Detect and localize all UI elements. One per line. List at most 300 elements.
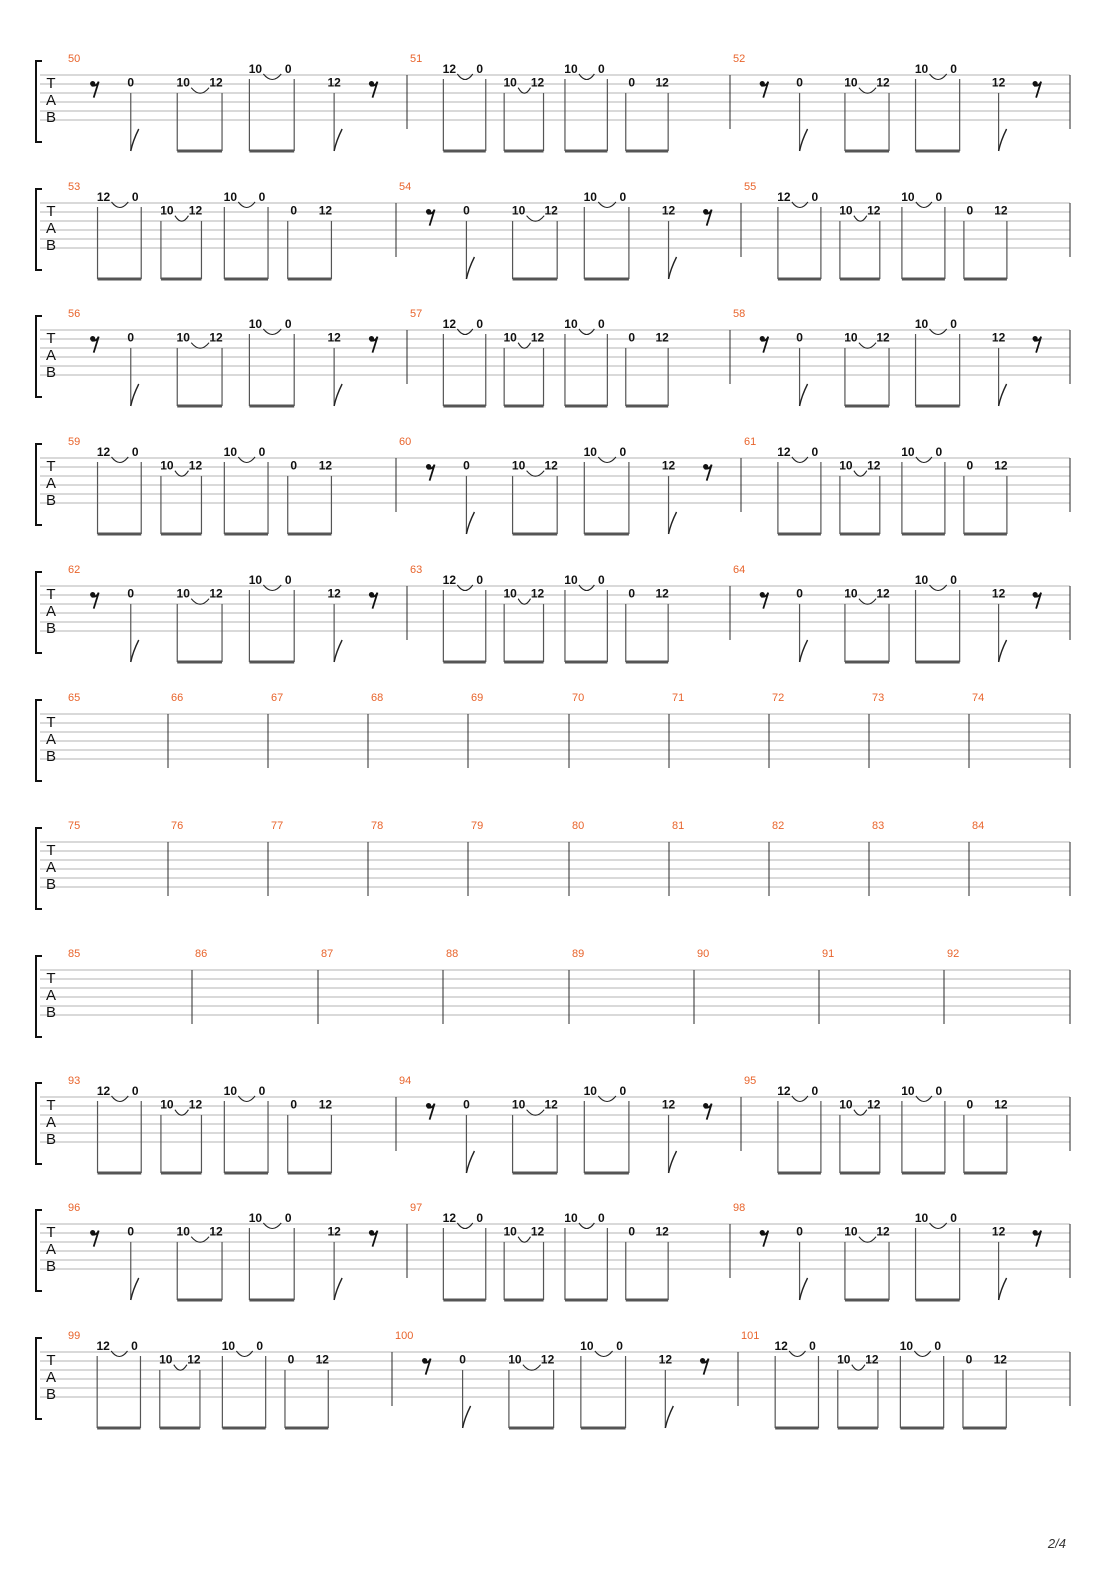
tab-system — [36, 948, 1070, 1037]
measure-number: 99 — [68, 1330, 81, 1342]
measure — [171, 692, 183, 704]
measure-number: 63 — [410, 564, 423, 576]
measure-number: 66 — [171, 692, 184, 704]
tab-clef-letter: B — [45, 237, 57, 254]
fret-number: 0 — [811, 445, 819, 459]
fret-number: 12 — [867, 203, 881, 218]
slur — [518, 343, 530, 349]
measure-number: 56 — [68, 308, 81, 320]
fret-number: 0 — [628, 1224, 636, 1239]
tab-clef-letter: B — [45, 1258, 57, 1275]
fret-number: 12 — [655, 75, 669, 90]
fret-number: 10 — [564, 1211, 578, 1225]
measure-number: 76 — [171, 820, 184, 832]
fret-number: 10 — [248, 1211, 263, 1225]
slur — [518, 599, 530, 605]
slur — [523, 1365, 541, 1371]
fret-number: 12 — [876, 1224, 890, 1239]
measure — [672, 692, 684, 704]
measure-number: 97 — [410, 1202, 423, 1214]
slur — [175, 216, 189, 222]
fret-number: 0 — [966, 203, 974, 218]
measure — [371, 692, 383, 704]
tab-clef-letter: B — [45, 620, 57, 637]
fret-number: 10 — [580, 1339, 594, 1353]
eighth-rest — [90, 81, 99, 98]
fret-number: 10 — [160, 1097, 174, 1112]
fret-number: 12 — [209, 75, 223, 90]
measure-number: 82 — [772, 820, 785, 832]
measure-number: 51 — [410, 53, 423, 65]
tab-clef-letter: T — [46, 714, 56, 731]
page-number: 2/4 — [1047, 1536, 1066, 1551]
fret-number: 12 — [777, 1084, 791, 1098]
fret-number: 10 — [583, 190, 597, 204]
note-flag — [131, 129, 139, 151]
measure-number: 86 — [195, 948, 208, 960]
fret-number: 10 — [508, 1352, 522, 1367]
eighth-rest — [426, 209, 435, 226]
fret-number: 10 — [839, 458, 853, 473]
fret-number: 10 — [839, 1097, 853, 1112]
tab-system — [36, 1202, 1070, 1300]
fret-number: 12 — [318, 458, 333, 473]
eighth-rest — [1033, 336, 1042, 353]
measure-number: 60 — [399, 436, 412, 448]
note-flag — [466, 1151, 474, 1173]
fret-number: 0 — [796, 1224, 803, 1239]
eighth-rest — [90, 336, 99, 353]
fret-number: 0 — [284, 1211, 292, 1225]
measure-number: 73 — [872, 692, 885, 704]
fret-number: 0 — [598, 317, 605, 331]
fret-number: 12 — [991, 586, 1006, 601]
fret-number: 12 — [530, 586, 545, 601]
slur — [854, 1110, 867, 1116]
measure-number: 87 — [321, 948, 334, 960]
fret-number: 12 — [530, 1224, 545, 1239]
fret-number: 0 — [966, 458, 974, 473]
measure — [471, 820, 483, 832]
fret-number: 12 — [442, 62, 457, 76]
fret-number: 0 — [284, 573, 292, 587]
measure — [572, 948, 584, 960]
fret-number: 12 — [544, 458, 558, 473]
tab-clef-letter: T — [46, 1224, 56, 1241]
measure-number: 83 — [872, 820, 885, 832]
measure — [271, 692, 283, 704]
note-flag — [334, 129, 342, 151]
fret-number: 12 — [655, 1224, 669, 1239]
measure-number: 95 — [744, 1075, 757, 1087]
fret-number: 12 — [876, 75, 890, 90]
tab-clef-letter: A — [45, 1114, 57, 1131]
measure — [697, 948, 709, 960]
tab-clef-letter: B — [45, 492, 57, 509]
measure-number: 100 — [395, 1330, 414, 1342]
fret-number: 0 — [950, 573, 957, 587]
fret-number: 0 — [935, 190, 943, 204]
tab-clef-letter: B — [45, 364, 57, 381]
measure-number: 96 — [68, 1202, 81, 1214]
measure — [772, 820, 784, 832]
eighth-rest — [90, 1230, 99, 1247]
fret-number: 10 — [503, 75, 517, 90]
fret-number: 12 — [994, 1097, 1008, 1112]
fret-number: 0 — [131, 1084, 139, 1098]
eighth-rest — [760, 1230, 769, 1247]
fret-number: 0 — [628, 586, 636, 601]
fret-number: 0 — [619, 1084, 627, 1098]
fret-number: 12 — [540, 1352, 555, 1367]
slur — [174, 1365, 187, 1371]
measure-number: 61 — [744, 436, 757, 448]
system-bracket — [36, 828, 42, 909]
measure — [972, 820, 984, 832]
tab-system — [36, 564, 1070, 662]
tab-clef-letter: A — [45, 859, 57, 876]
fret-number: 0 — [290, 1097, 298, 1112]
slur — [852, 1365, 865, 1371]
measure — [321, 948, 333, 960]
eighth-rest — [369, 336, 378, 353]
eighth-rest — [426, 464, 435, 481]
measure-number: 65 — [68, 692, 81, 704]
fret-number: 0 — [796, 330, 803, 345]
measure-number: 93 — [68, 1075, 81, 1087]
measure-number: 68 — [371, 692, 384, 704]
fret-number: 12 — [327, 75, 341, 90]
measure — [572, 692, 584, 704]
note-flag — [999, 1278, 1007, 1300]
fret-number: 10 — [844, 75, 858, 90]
fret-number: 0 — [284, 317, 292, 331]
fret-number: 12 — [530, 75, 545, 90]
fret-number: 10 — [248, 573, 263, 587]
fret-number: 0 — [619, 190, 627, 204]
eighth-rest — [369, 81, 378, 98]
slur — [859, 88, 876, 94]
measure — [68, 820, 80, 832]
measure-number: 75 — [68, 820, 81, 832]
fret-number: 10 — [899, 1339, 914, 1353]
fret-number: 10 — [914, 573, 929, 587]
tab-clef-letter: A — [45, 347, 57, 364]
eighth-rest — [703, 464, 712, 481]
system-bracket — [36, 1210, 42, 1291]
fret-number: 0 — [258, 1084, 266, 1098]
fret-number: 12 — [544, 1097, 558, 1112]
measure-number: 53 — [68, 181, 81, 193]
slur — [854, 471, 867, 477]
fret-number: 12 — [96, 1084, 111, 1098]
fret-number: 0 — [256, 1339, 264, 1353]
measure-number: 58 — [733, 308, 746, 320]
fret-number: 12 — [442, 317, 457, 331]
fret-number: 0 — [127, 75, 135, 90]
fret-number: 12 — [661, 203, 676, 218]
measure-number: 81 — [672, 820, 685, 832]
fret-number: 0 — [290, 458, 298, 473]
eighth-rest — [90, 592, 99, 609]
measure-number: 79 — [471, 820, 484, 832]
fret-number: 0 — [463, 458, 470, 473]
fret-number: 10 — [511, 1097, 526, 1112]
fret-number: 10 — [564, 573, 578, 587]
measure-number: 88 — [446, 948, 459, 960]
slur — [527, 216, 545, 222]
fret-number: 10 — [503, 330, 517, 345]
fret-number: 12 — [315, 1352, 329, 1367]
slur — [518, 88, 530, 94]
measure — [195, 948, 207, 960]
measure-number: 59 — [68, 436, 81, 448]
fret-number: 0 — [287, 1352, 295, 1367]
measure-number: 91 — [822, 948, 835, 960]
fret-number: 0 — [476, 573, 484, 587]
slur — [175, 1110, 189, 1116]
slur — [854, 216, 867, 222]
eighth-rest — [1033, 81, 1042, 98]
fret-number: 0 — [284, 62, 292, 76]
fret-number: 10 — [901, 190, 915, 204]
fret-number: 12 — [209, 1224, 223, 1239]
note-flag — [466, 257, 474, 279]
slur — [527, 1110, 545, 1116]
note-flag — [334, 1278, 342, 1300]
system-bracket — [36, 956, 42, 1037]
note-flag — [800, 384, 808, 406]
note-flag — [131, 640, 139, 662]
tab-clef-letter: A — [45, 1369, 57, 1386]
measure-number: 78 — [371, 820, 384, 832]
measure — [872, 820, 884, 832]
fret-number: 0 — [950, 317, 957, 331]
fret-number: 0 — [131, 1339, 138, 1353]
tab-system — [36, 1075, 1070, 1173]
fret-number: 0 — [811, 190, 819, 204]
fret-number: 12 — [991, 330, 1006, 345]
tab-clef-letter: A — [45, 92, 57, 109]
note-flag — [334, 384, 342, 406]
note-flag — [669, 1151, 677, 1173]
measure — [471, 692, 483, 704]
slur — [859, 599, 876, 605]
tab-clef-letter: T — [46, 458, 56, 475]
eighth-rest — [1033, 592, 1042, 609]
system-bracket — [36, 572, 42, 653]
tab-clef-letter: T — [46, 1352, 56, 1369]
fret-number: 12 — [209, 586, 223, 601]
tab-clef-letter: T — [46, 75, 56, 92]
fret-number: 12 — [530, 330, 545, 345]
fret-number: 0 — [628, 75, 636, 90]
measure — [371, 820, 383, 832]
slur — [518, 1237, 530, 1243]
measure-number: 62 — [68, 564, 81, 576]
fret-number: 0 — [796, 75, 803, 90]
measure-number: 80 — [572, 820, 585, 832]
measure — [68, 692, 80, 704]
fret-number: 12 — [96, 445, 111, 459]
eighth-rest — [703, 1103, 712, 1120]
fret-number: 12 — [867, 458, 881, 473]
measure-number: 72 — [772, 692, 785, 704]
fret-number: 12 — [661, 1097, 676, 1112]
fret-number: 10 — [176, 586, 190, 601]
tab-clef-letter: A — [45, 987, 57, 1004]
slur — [191, 599, 209, 605]
measure-number: 54 — [399, 181, 412, 193]
fret-number: 0 — [616, 1339, 623, 1353]
measure-number: 64 — [733, 564, 746, 576]
fret-number: 0 — [127, 586, 135, 601]
measure-number: 77 — [271, 820, 284, 832]
tab-system — [36, 53, 1070, 151]
fret-number: 12 — [865, 1352, 879, 1367]
slur — [191, 343, 209, 349]
fret-number: 0 — [965, 1352, 973, 1367]
measure-number: 101 — [741, 1330, 760, 1342]
fret-number: 0 — [131, 445, 139, 459]
measure-number: 92 — [947, 948, 960, 960]
fret-number: 12 — [777, 445, 791, 459]
fret-number: 0 — [811, 1084, 819, 1098]
measure — [822, 948, 834, 960]
measure — [872, 692, 884, 704]
fret-number: 12 — [187, 1352, 201, 1367]
system-bracket — [36, 316, 42, 397]
measure-number: 74 — [972, 692, 985, 704]
fret-number: 12 — [327, 330, 341, 345]
note-flag — [466, 512, 474, 534]
measure-number: 55 — [744, 181, 757, 193]
fret-number: 12 — [867, 1097, 881, 1112]
note-flag — [669, 257, 677, 279]
fret-number: 0 — [476, 317, 484, 331]
fret-number: 12 — [442, 1211, 457, 1225]
note-flag — [463, 1406, 471, 1428]
fret-number: 10 — [159, 1352, 173, 1367]
fret-number: 0 — [459, 1352, 466, 1367]
fret-number: 12 — [318, 1097, 333, 1112]
fret-number: 0 — [598, 573, 605, 587]
fret-number: 12 — [876, 330, 890, 345]
slur — [527, 471, 545, 477]
measure-number: 94 — [399, 1075, 412, 1087]
tab-clef-letter: B — [45, 1386, 57, 1403]
measure-number: 50 — [68, 53, 81, 65]
fret-number: 0 — [935, 1084, 943, 1098]
tab-clef-letter: T — [46, 1097, 56, 1114]
measure — [271, 820, 283, 832]
note-flag — [800, 1278, 808, 1300]
tab-clef-letter: A — [45, 603, 57, 620]
fret-number: 10 — [844, 330, 858, 345]
fret-number: 12 — [209, 330, 223, 345]
note-flag — [131, 384, 139, 406]
tab-clef-letter: B — [45, 1131, 57, 1148]
fret-number: 12 — [777, 190, 791, 204]
fret-number: 10 — [176, 75, 190, 90]
fret-number: 12 — [318, 203, 333, 218]
measure-number: 85 — [68, 948, 81, 960]
slur — [175, 471, 189, 477]
fret-number: 0 — [258, 445, 266, 459]
measure — [772, 692, 784, 704]
fret-number: 12 — [188, 1097, 203, 1112]
note-flag — [800, 640, 808, 662]
note-flag — [999, 640, 1007, 662]
tab-clef-letter: B — [45, 876, 57, 893]
tab-clef-letter: A — [45, 220, 57, 237]
tab-clef-letter: T — [46, 586, 56, 603]
eighth-rest — [760, 592, 769, 609]
measure-number: 57 — [410, 308, 423, 320]
eighth-rest — [369, 592, 378, 609]
fret-number: 10 — [160, 458, 174, 473]
fret-number: 0 — [796, 586, 803, 601]
fret-number: 10 — [223, 190, 238, 204]
fret-number: 12 — [774, 1339, 788, 1353]
fret-number: 0 — [950, 1211, 957, 1225]
note-flag — [665, 1406, 673, 1428]
fret-number: 0 — [598, 62, 605, 76]
fret-number: 10 — [837, 1352, 851, 1367]
fret-number: 12 — [327, 586, 341, 601]
fret-number: 0 — [127, 330, 135, 345]
fret-number: 10 — [914, 62, 929, 76]
fret-number: 12 — [188, 203, 203, 218]
tab-system — [36, 308, 1070, 406]
fret-number: 12 — [96, 1339, 110, 1353]
fret-number: 10 — [564, 317, 578, 331]
fret-number: 0 — [463, 1097, 470, 1112]
fret-number: 10 — [248, 317, 263, 331]
fret-number: 0 — [950, 62, 957, 76]
measure-number: 90 — [697, 948, 710, 960]
fret-number: 10 — [223, 1084, 238, 1098]
eighth-rest — [700, 1358, 709, 1375]
note-flag — [669, 512, 677, 534]
fret-number: 0 — [258, 190, 266, 204]
tab-system — [36, 1330, 1070, 1428]
eighth-rest — [760, 336, 769, 353]
system-bracket — [36, 1338, 42, 1419]
fret-number: 12 — [661, 458, 676, 473]
measure — [972, 692, 984, 704]
fret-number: 10 — [248, 62, 263, 76]
fret-number: 10 — [511, 458, 526, 473]
system-bracket — [36, 444, 42, 525]
fret-number: 12 — [991, 75, 1006, 90]
fret-number: 0 — [476, 62, 484, 76]
tab-clef-letter: T — [46, 203, 56, 220]
tab-clef-letter: T — [46, 330, 56, 347]
slur — [859, 1237, 876, 1243]
eighth-rest — [703, 209, 712, 226]
measure-number: 71 — [672, 692, 685, 704]
fret-number: 0 — [598, 1211, 605, 1225]
tab-clef-letter: A — [45, 475, 57, 492]
fret-number: 0 — [809, 1339, 816, 1353]
slur — [859, 343, 876, 349]
fret-number: 10 — [844, 1224, 858, 1239]
fret-number: 10 — [583, 445, 597, 459]
fret-number: 12 — [876, 586, 890, 601]
note-flag — [334, 640, 342, 662]
system-bracket — [36, 189, 42, 270]
